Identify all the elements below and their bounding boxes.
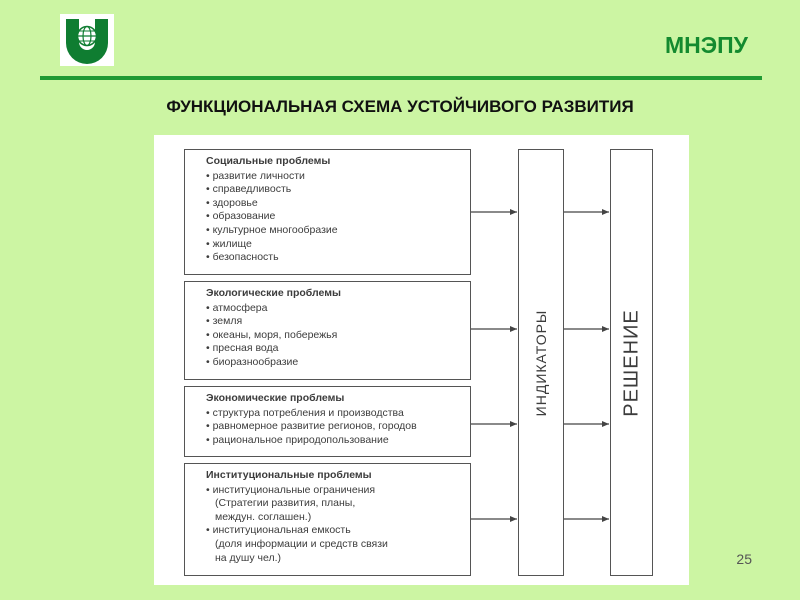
diagram-panel (154, 135, 689, 585)
page-title: ФУНКЦИОНАЛЬНАЯ СХЕМА УСТОЙЧИВОГО РАЗВИТИЯ (166, 97, 634, 116)
list-item: • культурное многообразие (206, 224, 464, 238)
list-item: • биоразнообразие (206, 356, 464, 370)
list-item: • океаны, моря, побережья (206, 329, 464, 343)
list-item-detail: (Стратегии развития, планы, (215, 497, 356, 510)
list-item: • жилище (206, 238, 464, 252)
list-item: • развитие личности (206, 170, 464, 184)
page-number: 25 (736, 551, 752, 567)
list-item: • атмосфера (206, 302, 464, 316)
box-title: Институциональные проблемы (206, 469, 372, 481)
list-item: • образование (206, 210, 464, 224)
list-item: • безопасность (206, 251, 464, 265)
flow-arrows (154, 135, 689, 585)
list-item: • институциональная емкость (206, 524, 464, 538)
box-title: Экологические проблемы (206, 287, 341, 299)
list-item: • справедливость (206, 183, 464, 197)
university-logo-icon (60, 14, 114, 66)
list-item-detail: на душу чел.) (215, 551, 282, 564)
list-item: • здоровье (206, 197, 464, 211)
list-item: • рациональное природопользование (206, 434, 464, 448)
list-item: • равномерное развитие регионов, городов (206, 420, 464, 434)
box-title: Социальные проблемы (206, 155, 331, 167)
organization-name: МНЭПУ (665, 32, 748, 58)
logo (60, 14, 114, 66)
solution-label: РЕШЕНИЕ (620, 308, 642, 417)
list-item: • земля (206, 315, 464, 329)
list-item: • пресная вода (206, 342, 464, 356)
list-item-detail: междун. соглашен.) (215, 510, 312, 523)
list-item: • институциональные ограничения (206, 484, 464, 498)
header-divider (40, 76, 762, 80)
box-title: Экономические проблемы (206, 392, 345, 404)
indicators-label: ИНДИКАТОРЫ (533, 309, 549, 416)
list-item-detail: (доля информации и средств связи (215, 537, 388, 550)
list-item: • структура потребления и производства (206, 407, 464, 421)
